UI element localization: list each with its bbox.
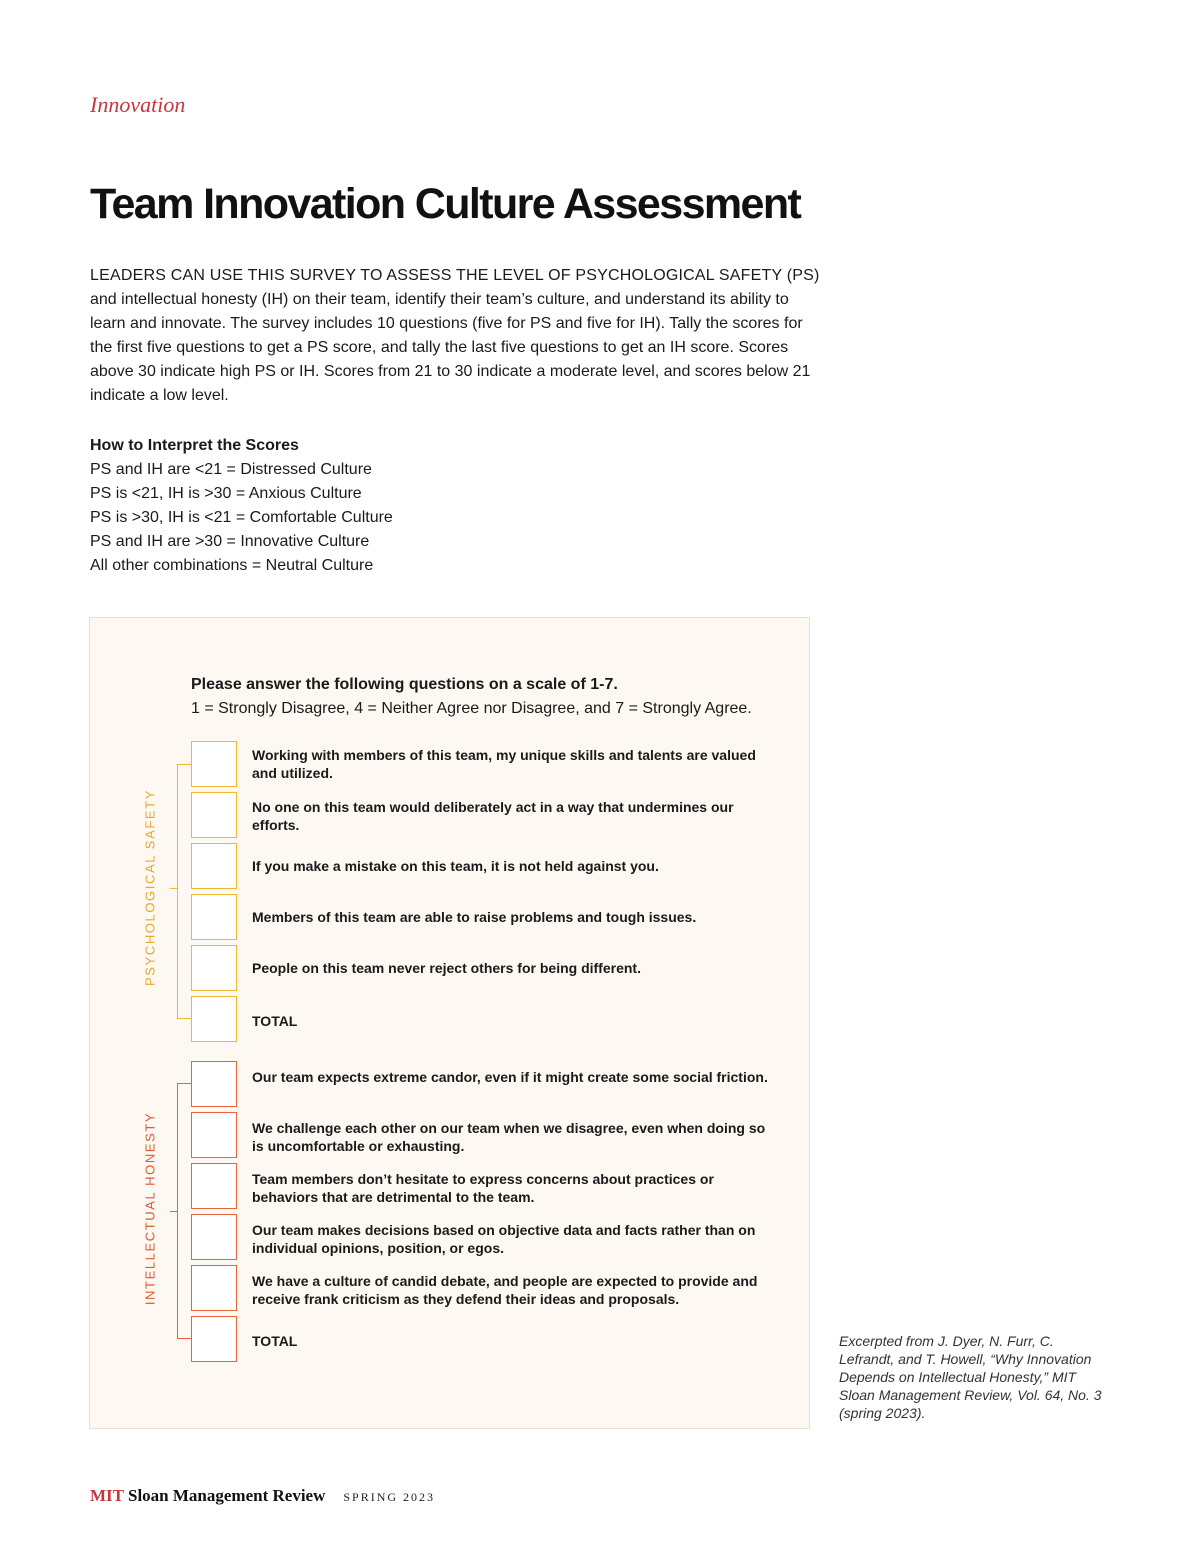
intro-lead: LEADERS CAN USE THIS SURVEY TO ASSESS THE LEVEL OF PSYCHOLOGICAL SAFETY (PS) — [90, 267, 820, 284]
ps-question-4: Members of this team are able to raise problems and tough issues. — [252, 909, 697, 925]
interpretation-line: PS and IH are <21 = Distressed Culture — [90, 461, 372, 478]
interpretation-heading: How to Interpret the Scores — [90, 437, 299, 454]
footer-issue: SPRING 2023 — [343, 1490, 436, 1504]
ps-section-label: PSYCHOLOGICAL SAFETY — [142, 789, 158, 986]
ih-total-box[interactable] — [191, 1316, 237, 1362]
ih-question-2: We challenge each other on our team when we disagree, even when doing so is uncomfortable or exhausting. — [252, 1120, 766, 1154]
ps-question-5: People on this team never reject others for being different. — [252, 960, 641, 976]
ih-bracket — [177, 1083, 191, 1339]
interpretation-block — [90, 434, 393, 578]
ps-total-box[interactable] — [191, 996, 237, 1042]
footer-brand-mit: MIT — [90, 1486, 124, 1505]
ih-total-label: TOTAL — [252, 1333, 298, 1349]
intro-paragraph — [90, 264, 820, 408]
ps-score-box-5[interactable] — [191, 945, 237, 991]
scale-description: 1 = Strongly Disagree, 4 = Neither Agree nor Disagree, and 7 = Strongly Agree. — [191, 700, 752, 717]
ps-bracket-tick — [170, 888, 178, 889]
ps-total-label: TOTAL — [252, 1013, 298, 1029]
ps-score-box-3[interactable] — [191, 843, 237, 889]
interpretation-line: PS is >30, IH is <21 = Comfortable Culture — [90, 509, 393, 526]
page-title: Team Innovation Culture Assessment — [90, 180, 801, 228]
source-citation: Excerpted from J. Dyer, N. Furr, C. Lefrandt, and T. Howell, “Why Innovation Depends on Intellectual Honesty,” MIT Sloan Management Review, Vol. 64, No. 3 (spring 2023). — [839, 1333, 1102, 1421]
ih-question-4: Our team makes decisions based on objective data and facts rather than on individual opinions, position, or egos. — [252, 1222, 756, 1256]
ps-score-box-2[interactable] — [191, 792, 237, 838]
footer-brand-name: Sloan Management Review — [128, 1486, 326, 1505]
ih-question-3: Team members don’t hesitate to express concerns about practices or behaviors that are detrimental to the team. — [252, 1171, 714, 1205]
survey-instructions — [191, 673, 752, 721]
ih-score-box-4[interactable] — [191, 1214, 237, 1260]
ps-question-2: No one on this team would deliberately act in a way that undermines our efforts. — [252, 799, 734, 833]
intro-body: and intellectual honesty (IH) on their team, identify their team’s culture, and understand its ability to learn and innovate. The survey includes 10 questions (five for PS and five for IH). Tally the scores for the first five questions to get a PS score, and tally the last five questions to get an IH score. Scores above 30 indicate high PS or IH. Scores from 21 to 30 indicate a moderate level, and scores below 21 indicate a low level. — [90, 291, 811, 404]
section-label: Innovation — [90, 92, 186, 117]
ih-question-1: Our team expects extreme candor, even if it might create some social friction. — [252, 1069, 768, 1085]
ih-question-5: We have a culture of candid debate, and people are expected to provide and receive frank criticism as they defend their ideas and proposals. — [252, 1273, 758, 1307]
ps-bracket — [177, 764, 191, 1019]
instruction-heading: Please answer the following questions on a scale of 1-7. — [191, 676, 618, 693]
survey-panel — [89, 617, 810, 1429]
footer — [90, 1486, 435, 1506]
interpretation-line: PS and IH are >30 = Innovative Culture — [90, 533, 370, 550]
ih-section-label: INTELLECTUAL HONESTY — [142, 1111, 158, 1306]
ps-question-1: Working with members of this team, my unique skills and talents are valued and utilized. — [252, 747, 756, 781]
ih-score-box-2[interactable] — [191, 1112, 237, 1158]
ih-score-box-3[interactable] — [191, 1163, 237, 1209]
ih-bracket-tick — [170, 1211, 178, 1212]
ps-question-3: If you make a mistake on this team, it is not held against you. — [252, 858, 659, 874]
ps-score-box-1[interactable] — [191, 741, 237, 787]
interpretation-line: PS is <21, IH is >30 = Anxious Culture — [90, 485, 362, 502]
ih-score-box-1[interactable] — [191, 1061, 237, 1107]
ps-score-box-4[interactable] — [191, 894, 237, 940]
interpretation-line: All other combinations = Neutral Culture — [90, 557, 374, 574]
ih-score-box-5[interactable] — [191, 1265, 237, 1311]
